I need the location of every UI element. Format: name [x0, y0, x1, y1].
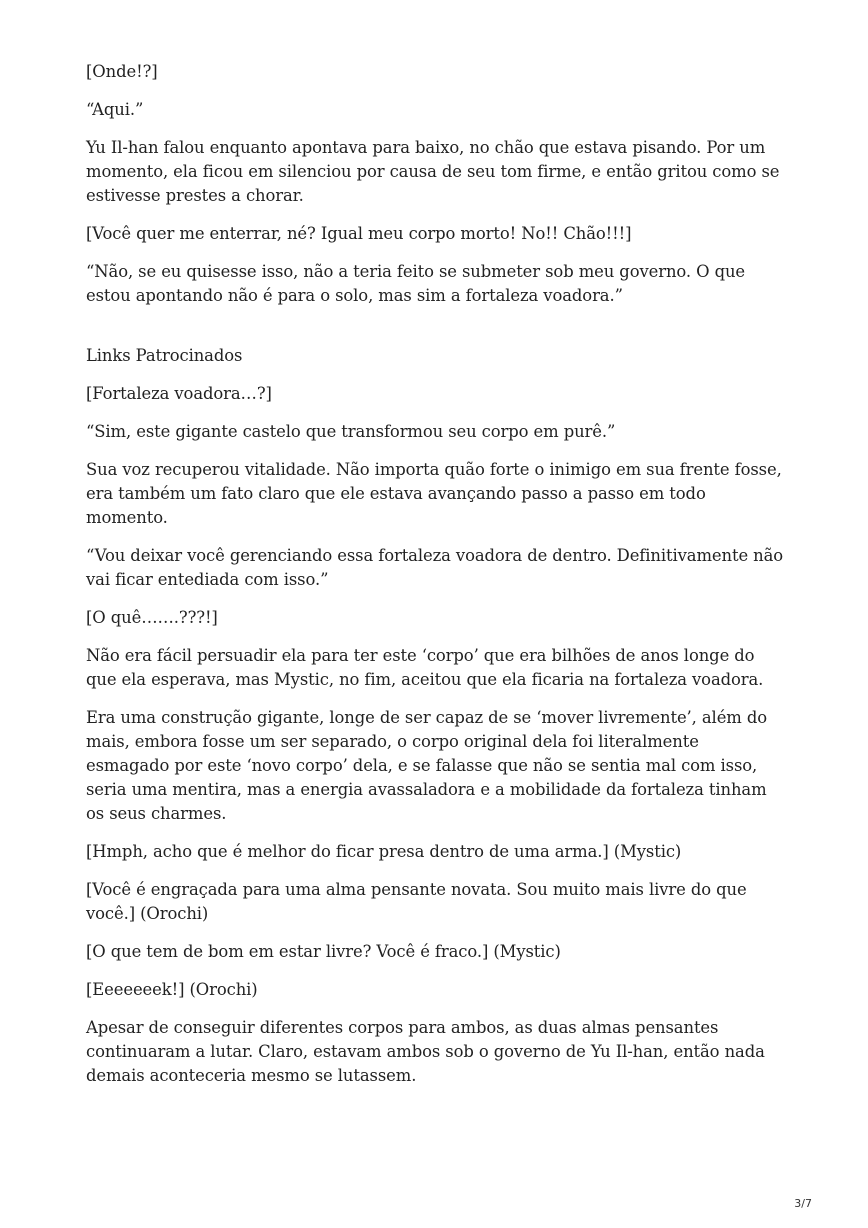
paragraph: “Aqui.”	[86, 100, 144, 119]
sponsored-links-label: Links Patrocinados	[86, 346, 243, 365]
paragraph: [O que tem de bom em estar livre? Você é fraco.] (Mystic)	[86, 942, 561, 961]
paragraph: “Sim, este gigante castelo que transformou seu corpo em purê.”	[86, 422, 616, 441]
paragraph: [Onde!?]	[86, 62, 158, 81]
page-number: 3/7	[794, 1197, 812, 1210]
document-page	[86, 60, 786, 1102]
paragraph: Era uma construção gigante, longe de ser capaz de se ‘mover livremente’, além do mais, embora fosse um ser separado, o corpo original dela foi literalmente esmagado por este ‘novo corpo’ dela, e se falasse que não se sentia mal com isso, seria uma mentira, mas a energia avassaladora e a mobilidade da fortaleza tinham os seus charmes.	[86, 708, 768, 823]
paragraph: “Vou deixar você gerenciando essa fortaleza voadora de dentro. Definitivamente não vai ficar entediada com isso.”	[86, 546, 784, 589]
paragraph: “Não, se eu quisesse isso, não a teria feito se submeter sob meu governo. O que estou apontando não é para o solo, mas sim a fortaleza voadora.”	[86, 262, 746, 305]
paragraph: Apesar de conseguir diferentes corpos para ambos, as duas almas pensantes continuaram a lutar. Claro, estavam ambos sob o governo de Yu Il-han, então nada demais aconteceria mesmo se lutassem.	[86, 1018, 765, 1085]
paragraph: [O quê…….???!]	[86, 608, 218, 627]
paragraph: Não era fácil persuadir ela para ter este ‘corpo’ que era bilhões de anos longe do que ela esperava, mas Mystic, no fim, aceitou que ela ficaria na fortaleza voadora.	[86, 646, 764, 689]
paragraph: [Eeeeeeek!] (Orochi)	[86, 980, 258, 999]
paragraph: [Você quer me enterrar, né? Igual meu corpo morto! No!! Chão!!!]	[86, 224, 632, 243]
paragraph: Yu Il-han falou enquanto apontava para baixo, no chão que estava pisando. Por um momento, ela ficou em silenciou por causa de seu tom firme, e então gritou como se estivesse prestes a chorar.	[86, 138, 780, 205]
paragraph: [Fortaleza voadora…?]	[86, 384, 272, 403]
paragraph: [Hmph, acho que é melhor do ficar presa dentro de uma arma.] (Mystic)	[86, 842, 682, 861]
paragraph: [Você é engraçada para uma alma pensante novata. Sou muito mais livre do que você.] (Orochi)	[86, 880, 747, 923]
paragraph: Sua voz recuperou vitalidade. Não importa quão forte o inimigo em sua frente fosse, era também um fato claro que ele estava avançando passo a passo em todo momento.	[86, 460, 782, 527]
